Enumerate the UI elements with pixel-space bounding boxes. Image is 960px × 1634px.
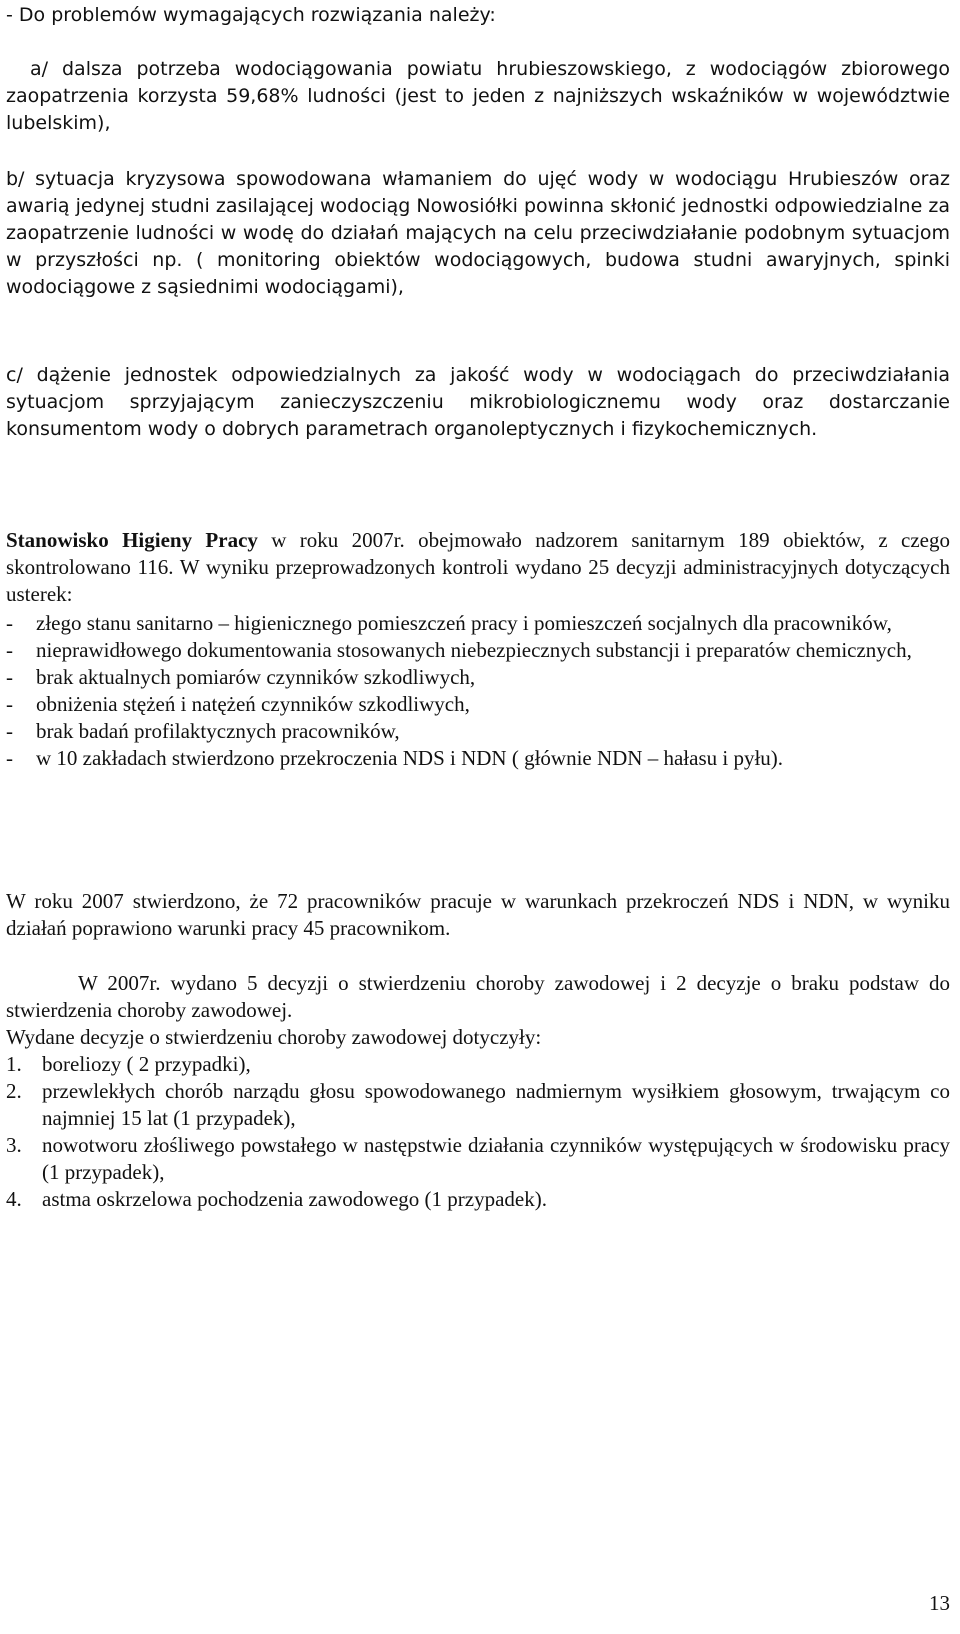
list-item: 2. przewlekłych chorób narządu głosu spowodowanego nadmiernym wysiłkiem głosowym, trwającym co najmniej 15 lat (1 przypadek), (6, 1079, 950, 1130)
list-item: - brak badań profilaktycznych pracowników, (6, 719, 400, 743)
list-item: - złego stanu sanitarno – higienicznego pomieszczeń pracy i pomieszczeń socjalnych dla pracowników, (6, 611, 892, 635)
shp-text: w roku 2007r. obejmowało nadzorem sanitarnym 189 obiektów, z czego skontrolowano 116. W wyniku przeprowadzonych kontroli wydano 25 decyzji administracyjnych dotyczących usterek: (6, 528, 950, 606)
item-c: c/ dążenie jednostek odpowiedzialnych za jakość wody w wodociągach do przeciwdziałania sytuacjom sprzyjającym zanieczyszczeniu mikrobiologicznemu wody oraz dostarczanie konsumentom wody o dobrych parametrach organoleptycznych i fizykochemicznych. (6, 364, 950, 440)
paragraph-2007: W roku 2007 stwierdzono, że 72 pracowników pracuje w warunkach przekroczeń NDS i NDN, w wyniku działań poprawiono warunki pracy 45 pracownikom. (6, 889, 950, 940)
list-item: - brak aktualnych pomiarów czynników szkodliwych, (6, 665, 476, 689)
page-number: 13 (929, 1591, 950, 1615)
list-item: 3. nowotworu złośliwego powstałego w następstwie działania czynników występujących w środowisku pracy (1 przypadek), (6, 1133, 950, 1184)
item-a: a/ dalsza potrzeba wodociągowania powiatu hrubieszowskiego, z wodociągów zbiorowego zaopatrzenia korzysta 59,68% ludności (jest to jeden z najniższych wskaźników w województwie lubelskim), (6, 58, 950, 134)
disease-list (6, 1051, 950, 1213)
item-b: b/ sytuacja kryzysowa spowodowana włamaniem do ujęć wody w wodociągu Hrubieszów oraz awarią jedynej studni zasilającej wodociąg Nowosiółki powinna skłonić jednostki odpowiedzialne za zaopatrzenie ludności w wodę do działań mających na celu przeciwdziałanie podobnym sytuacjom w przyszłości np. ( monitoring obiektów wodociągowych, budowa studni awaryjnych, spinki wodociągowe z sąsiednimi wodociągami), (6, 168, 950, 298)
shp-heading: Stanowisko Higieny Pracy (6, 528, 258, 552)
shp-paragraph (6, 527, 950, 608)
intro-line: - Do problemów wymagających rozwiązania należy: (6, 4, 496, 26)
paragraph-concerned: Wydane decyzje o stwierdzeniu choroby zawodowej dotyczyły: (6, 1025, 542, 1049)
list-item: - obniżenia stężeń i natężeń czynników szkodliwych, (6, 692, 470, 716)
list-item: 1. boreliozy ( 2 przypadki), (6, 1052, 251, 1076)
paragraph-decisions: W 2007r. wydano 5 decyzji o stwierdzeniu choroby zawodowej i 2 decyzje o braku podstaw do stwierdzenia choroby zawodowej. (6, 971, 950, 1022)
list-item: - nieprawidłowego dokumentowania stosowanych niebezpiecznych substancji i preparatów chemicznych, (6, 638, 912, 662)
list-item: 4. astma oskrzelowa pochodzenia zawodowego (1 przypadek). (6, 1187, 547, 1211)
deficiency-list (6, 610, 950, 772)
list-item: - w 10 zakładach stwierdzono przekroczenia NDS i NDN ( głównie NDN – hałasu i pyłu). (6, 746, 784, 770)
